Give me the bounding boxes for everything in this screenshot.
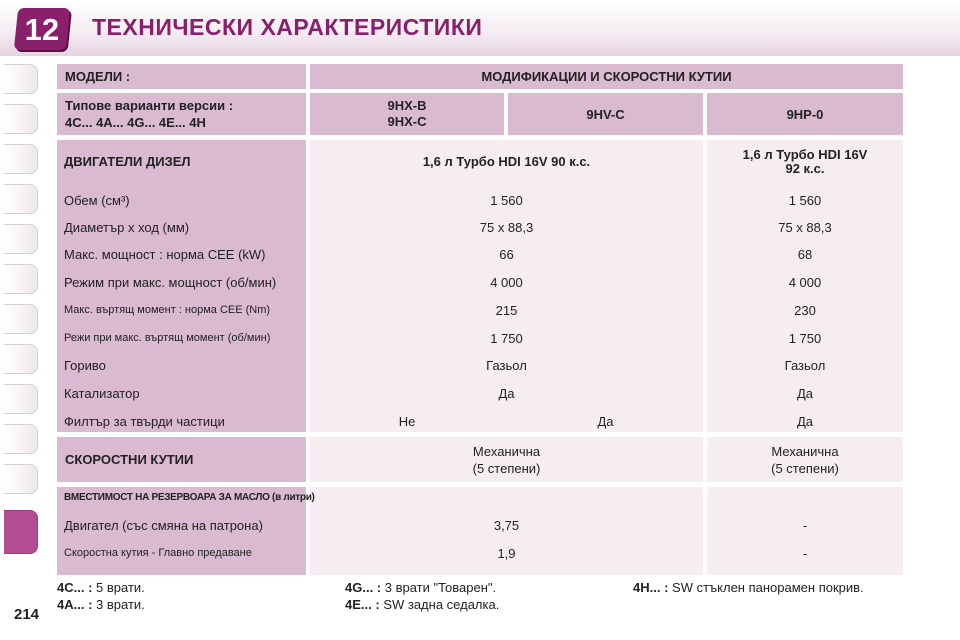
spec-value: 75 x 88,3 bbox=[778, 220, 832, 235]
footnote-text: SW задна седалка. bbox=[383, 597, 500, 612]
gearbox-value-1-line1: Механична bbox=[472, 443, 541, 459]
page-number: 214 bbox=[14, 606, 40, 623]
spec-value: Газьол bbox=[784, 358, 826, 373]
chapter-number: 12 bbox=[24, 12, 60, 47]
footnote-key: 4H... : bbox=[633, 580, 669, 595]
gearbox-value-2-line2: (5 степени) bbox=[771, 460, 839, 476]
spec-value: 68 bbox=[797, 247, 813, 262]
footnote-4e bbox=[345, 597, 499, 612]
chapter-tab[interactable] bbox=[4, 184, 38, 214]
chapter-tab[interactable] bbox=[4, 384, 38, 414]
oil-value: - bbox=[802, 546, 808, 561]
spec-value: Да bbox=[796, 386, 814, 401]
chapter-tab[interactable] bbox=[4, 344, 38, 374]
variant-col1-line2: 9HX-C bbox=[387, 114, 427, 129]
footnote-text: 3 врати. bbox=[96, 597, 145, 612]
chapter-tab[interactable] bbox=[4, 264, 38, 294]
gearbox-value-2 bbox=[707, 437, 903, 482]
modifications-header bbox=[310, 64, 903, 89]
oil-value: - bbox=[802, 518, 808, 533]
variant-col1-line1: 9HX-B bbox=[387, 98, 427, 113]
spec-label: Гориво bbox=[64, 358, 106, 373]
variant-col2-label: 9HV-C bbox=[586, 106, 625, 122]
gearbox-label: СКОРОСТНИ КУТИИ bbox=[65, 452, 194, 467]
chapter-tab[interactable] bbox=[4, 464, 38, 494]
chapter-tab[interactable] bbox=[4, 304, 38, 334]
footnote-text: SW стъклен панорамен покрив. bbox=[672, 580, 864, 595]
oil-capacity-label: ВМЕСТИМОСТ НА РЕЗЕРВОАРА ЗА МАСЛО (в литри) bbox=[64, 492, 315, 503]
spec-value: 215 bbox=[495, 303, 518, 318]
footnote-4a bbox=[57, 597, 145, 612]
spec-label: Катализатор bbox=[64, 386, 140, 401]
chapter-tab[interactable] bbox=[4, 104, 38, 134]
spec-value: 4 000 bbox=[490, 275, 523, 290]
filter-value-9hx: Не bbox=[398, 414, 416, 429]
filter-label: Филтър за твърди частици bbox=[64, 414, 225, 429]
oil-label: Двигател (със смяна на патрона) bbox=[64, 518, 263, 533]
filter-value-9hv: Да bbox=[597, 414, 614, 429]
footnote-key: 4G... : bbox=[345, 580, 382, 595]
variant-col3 bbox=[707, 93, 903, 135]
spec-value: 1 750 bbox=[490, 331, 523, 346]
engine2-name-line1: 1,6 л Турбо HDI 16V bbox=[742, 147, 868, 162]
gearbox-value-2-line1: Механична bbox=[771, 443, 839, 459]
models-label: МОДЕЛИ : bbox=[65, 69, 131, 84]
footnote-4c bbox=[57, 580, 145, 595]
chapter-tab[interactable] bbox=[4, 64, 38, 94]
footnote-text: 3 врати "Товарен". bbox=[384, 580, 497, 595]
engine2-name bbox=[707, 148, 903, 176]
variants-header bbox=[57, 93, 306, 135]
spec-value: 1 560 bbox=[788, 193, 822, 208]
chapter-badge bbox=[14, 8, 70, 50]
spec-value: Газьол bbox=[486, 358, 527, 373]
chapter-tab-active[interactable] bbox=[4, 510, 38, 554]
engines-label: ДВИГАТЕЛИ ДИЗЕЛ bbox=[64, 154, 191, 169]
modifications-label: МОДИФИКАЦИИ И СКОРОСТНИ КУТИИ bbox=[481, 69, 732, 84]
spec-label: Режим при макс. мощност (об/мин) bbox=[64, 275, 277, 290]
footnote-4h bbox=[633, 580, 864, 595]
spec-label: Режи при макс. въртящ момент (об/мин) bbox=[64, 332, 271, 344]
spec-value: 4 000 bbox=[788, 275, 822, 290]
oil-label: Скоростна кутия - Главно предаване bbox=[64, 547, 252, 559]
variant-col3-label: 9HP-0 bbox=[786, 106, 824, 122]
gearbox-header bbox=[57, 437, 306, 482]
chapter-tab[interactable] bbox=[4, 224, 38, 254]
spec-value: Да bbox=[498, 386, 515, 401]
engine1-name: 1,6 л Турбо HDI 16V 90 к.с. bbox=[422, 154, 591, 169]
variant-col2 bbox=[508, 93, 703, 135]
footnote-key: 4A... : bbox=[57, 597, 93, 612]
chapter-tab[interactable] bbox=[4, 424, 38, 454]
spec-label: Обем (см³) bbox=[64, 193, 130, 208]
gearbox-value-1 bbox=[310, 437, 703, 482]
variants-label-line2: 4С... 4А... 4G... 4E... 4H bbox=[65, 115, 206, 130]
spec-value: 75 x 88,3 bbox=[479, 220, 534, 235]
spec-label: Макс. мощност : норма СЕЕ (kW) bbox=[64, 247, 266, 262]
chapter-tab[interactable] bbox=[4, 144, 38, 174]
footnote-key: 4E... : bbox=[345, 597, 380, 612]
gearbox-value-1-line2: (5 степени) bbox=[472, 460, 541, 476]
chapter-tabs bbox=[0, 58, 46, 588]
spec-value: 230 bbox=[794, 303, 816, 318]
footnote-text: 5 врати. bbox=[96, 580, 145, 595]
spec-label: Макс. въртящ момент : норма СЕЕ (Nm) bbox=[64, 304, 271, 316]
spec-value: 1 750 bbox=[788, 331, 822, 346]
page-title: ТЕХНИЧЕСКИ ХАРАКТЕРИСТИКИ bbox=[92, 14, 483, 40]
oil-value: 3,75 bbox=[493, 518, 520, 533]
spec-label: Диаметър х ход (мм) bbox=[64, 220, 190, 235]
models-header bbox=[57, 64, 306, 89]
engine2-name-line2: 92 к.с. bbox=[785, 161, 825, 176]
filter-value-9hp: Да bbox=[796, 414, 814, 429]
oil-value: 1,9 bbox=[497, 546, 516, 561]
footnote-4g bbox=[345, 580, 496, 595]
variant-col1 bbox=[310, 93, 504, 135]
spec-value: 66 bbox=[499, 247, 514, 262]
variants-label-line1: Типове варианти версии : bbox=[65, 98, 234, 113]
footnote-key: 4C... : bbox=[57, 580, 93, 595]
spec-value: 1 560 bbox=[490, 193, 523, 208]
